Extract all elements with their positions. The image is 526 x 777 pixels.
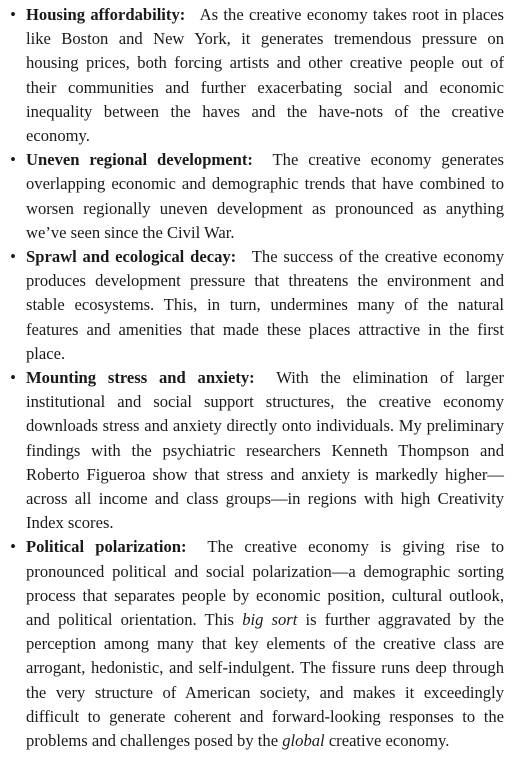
item-body: The success of the creative economy produces development pressure that threatens the environment and stable ecosystems. This, in turn, undermines many of the natural features and amenities that made these places attractive in the first place. bbox=[26, 247, 505, 363]
list-item-sprawl-ecological-decay bbox=[6, 245, 504, 366]
item-term: Sprawl and ecological decay: bbox=[26, 247, 237, 267]
item-term: Mounting stress and anxiety: bbox=[26, 368, 255, 388]
bullet-icon: • bbox=[10, 368, 16, 388]
list-item-uneven-regional-development bbox=[6, 148, 504, 245]
bullet-list bbox=[6, 3, 504, 753]
item-body: With the elimination of larger institutional and social support structures, the creative economy downloads stress and anxiety directly onto individuals. My preliminary findings with the psychiatric researchers Kenneth Thompson and Roberto Figueroa show that stress and anxiety is markedly higher—across all income and class groups—in regions with high Creativity Index scores. bbox=[26, 368, 504, 533]
document-page bbox=[6, 3, 504, 753]
item-term: Uneven regional development: bbox=[26, 150, 253, 170]
item-body: The creative economy generates overlapping economic and demographic trends that have combined to worsen regionally uneven development as pronounced as anything we’ve seen since the Civil War. bbox=[26, 150, 504, 242]
item-body-part-1: The creative economy is giving rise to pronounced political and social polarization—a demographic sorting process that separates people by economic position, cultural outlook, and political orientation. This bbox=[26, 537, 504, 630]
item-term: Housing affordability: bbox=[26, 5, 186, 24]
list-item-housing-affordability bbox=[6, 3, 504, 148]
bullet-icon: • bbox=[10, 247, 16, 267]
list-item-mounting-stress-anxiety bbox=[6, 366, 504, 535]
item-body-part-2: is further aggravated by the perception among many that key elements of the creative class are arrogant, hedonistic, and self-indulgent. The fissure runs deep through the very structure of American society, and makes it exceedingly difficult to generate coherent and forward-looking responses to the problems and challenges posed by the bbox=[26, 610, 504, 751]
item-emphasis-global: global bbox=[282, 731, 325, 751]
bullet-icon: • bbox=[10, 537, 16, 557]
item-body-part-3: creative economy. bbox=[328, 731, 450, 751]
item-emphasis-big-sort: big sort bbox=[242, 610, 298, 630]
bullet-icon: • bbox=[10, 5, 16, 24]
item-term: Political polarization: bbox=[26, 537, 187, 557]
item-body: As the creative economy takes root in places like Boston and New York, it generates tremendous pressure on housing prices, both forcing artists and other creative people out of their communities and further exacerbating social and economic inequality between the haves and the have-nots of the creative economy. bbox=[26, 5, 505, 146]
list-item-political-polarization bbox=[6, 535, 504, 753]
bullet-icon: • bbox=[10, 150, 16, 170]
